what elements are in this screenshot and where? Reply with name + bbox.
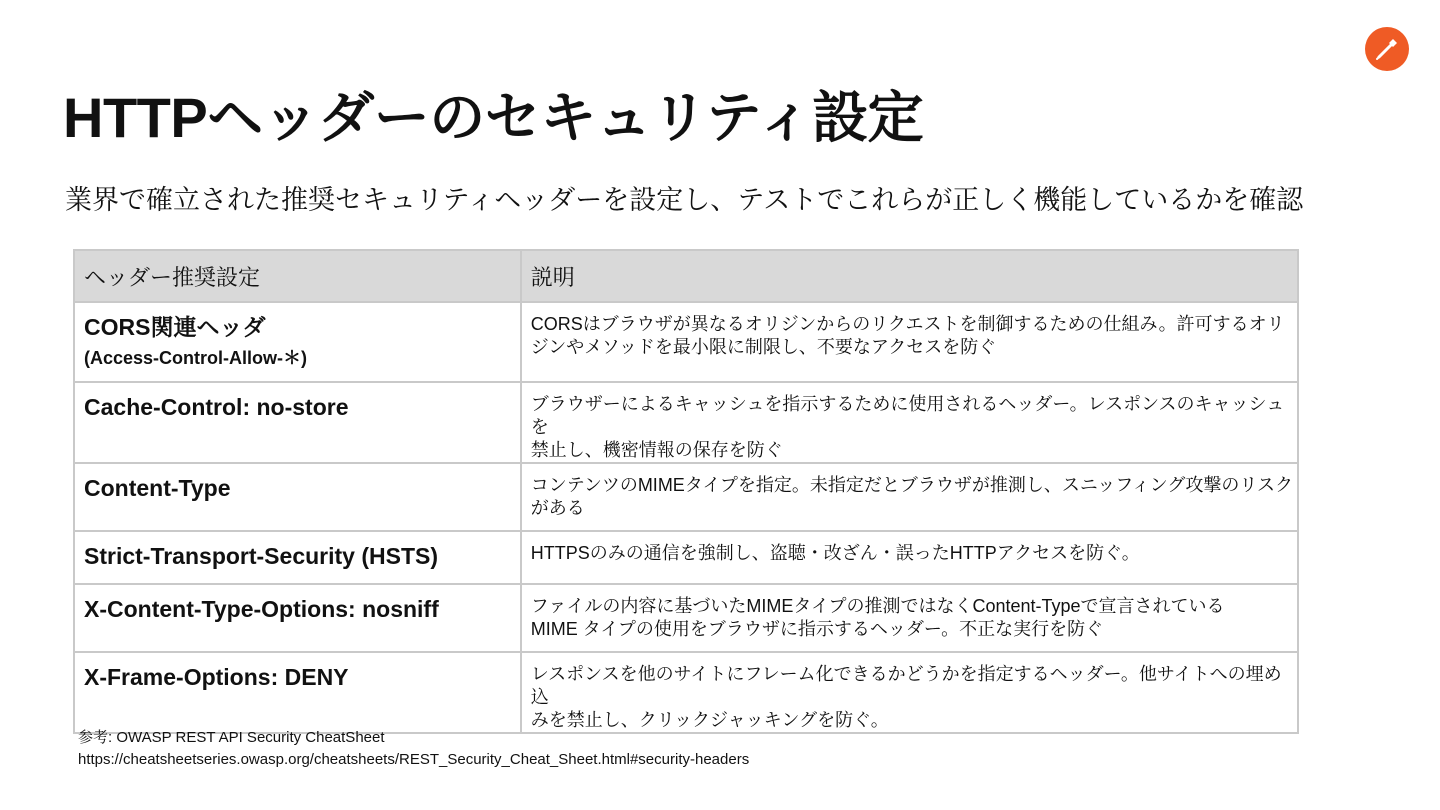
description-text: ブラウザーによるキャッシュを指示するために使用されるヘッダー。レスポンスのキャッシュを 禁止し、機密情報の保存を防ぐ [530, 394, 1285, 460]
table-header-row [74, 250, 1298, 302]
description-text: コンテンツのMIMEタイプを指定。未指定だとブラウザが推測し、スニッフィング攻撃のリスク がある [530, 475, 1294, 518]
header-name-cell [74, 584, 521, 652]
description-cell [521, 382, 1298, 463]
column-header-description: 説明 [521, 250, 1298, 302]
postman-logo-icon [1365, 27, 1409, 71]
header-name: X-Frame-Options: DENY [84, 664, 349, 690]
table-row [74, 302, 1298, 382]
page-title: HTTPヘッダーのセキュリティ設定 [63, 86, 924, 149]
description-text: HTTPSのみの通信を強制し、盗聴・改ざん・誤ったHTTPアクセスを防ぐ。 [530, 543, 1140, 563]
description-cell [521, 531, 1298, 584]
table-row [74, 584, 1298, 652]
header-name: Cache-Control: no-store [84, 394, 349, 420]
reference-url: https://cheatsheetseries.owasp.org/cheatsheets/REST_Security_Cheat_Sheet.html#security-headers [78, 751, 750, 768]
reference-label: 参考: OWASP REST API Security CheatSheet [78, 729, 385, 746]
description-cell [521, 463, 1298, 531]
header-name-cell [74, 382, 521, 463]
header-name-cell [74, 302, 521, 382]
header-name: CORS関連ヘッダ [84, 314, 266, 340]
header-name-cell [74, 463, 521, 531]
table-row [74, 652, 1298, 733]
table-row [74, 463, 1298, 531]
table-row [74, 531, 1298, 584]
description-cell [521, 584, 1298, 652]
description-text: CORSはブラウザが異なるオリジンからのリクエストを制御するための仕組み。許可するオリ ジンやメソッドを最小限に制限し、不要なアクセスを防ぐ [530, 314, 1285, 357]
header-name-cell [74, 531, 521, 584]
header-name: X-Content-Type-Options: nosniff [84, 596, 439, 622]
header-name-cell [74, 652, 521, 733]
rocket-pen-icon [1374, 36, 1400, 62]
column-header-recommended: ヘッダー推奨設定 [74, 250, 521, 302]
page-subtitle: 業界で確立された推奨セキュリティヘッダーを設定し、テストでこれらが正しく機能しているかを確認 [65, 185, 1304, 215]
header-name: Content-Type [84, 475, 231, 501]
table-row [74, 382, 1298, 463]
header-name: Strict-Transport-Security (HSTS) [84, 543, 438, 569]
description-text: ファイルの内容に基づいたMIMEタイプの推測ではなくContent-Typeで宣言されている MIME タイプの使用をブラウザに指示するヘッダー。不正な実行を防ぐ [530, 596, 1225, 639]
description-cell [521, 302, 1298, 382]
header-name-sub: (Access-Control-Allow-＊) [84, 348, 308, 368]
description-cell [521, 652, 1298, 733]
description-text: レスポンスを他のサイトにフレーム化できるかどうかを指定するヘッダー。他サイトへの埋め込 みを禁止し、クリックジャッキングを防ぐ。 [530, 664, 1282, 730]
reference-note [78, 727, 749, 771]
security-headers-table [73, 249, 1299, 734]
